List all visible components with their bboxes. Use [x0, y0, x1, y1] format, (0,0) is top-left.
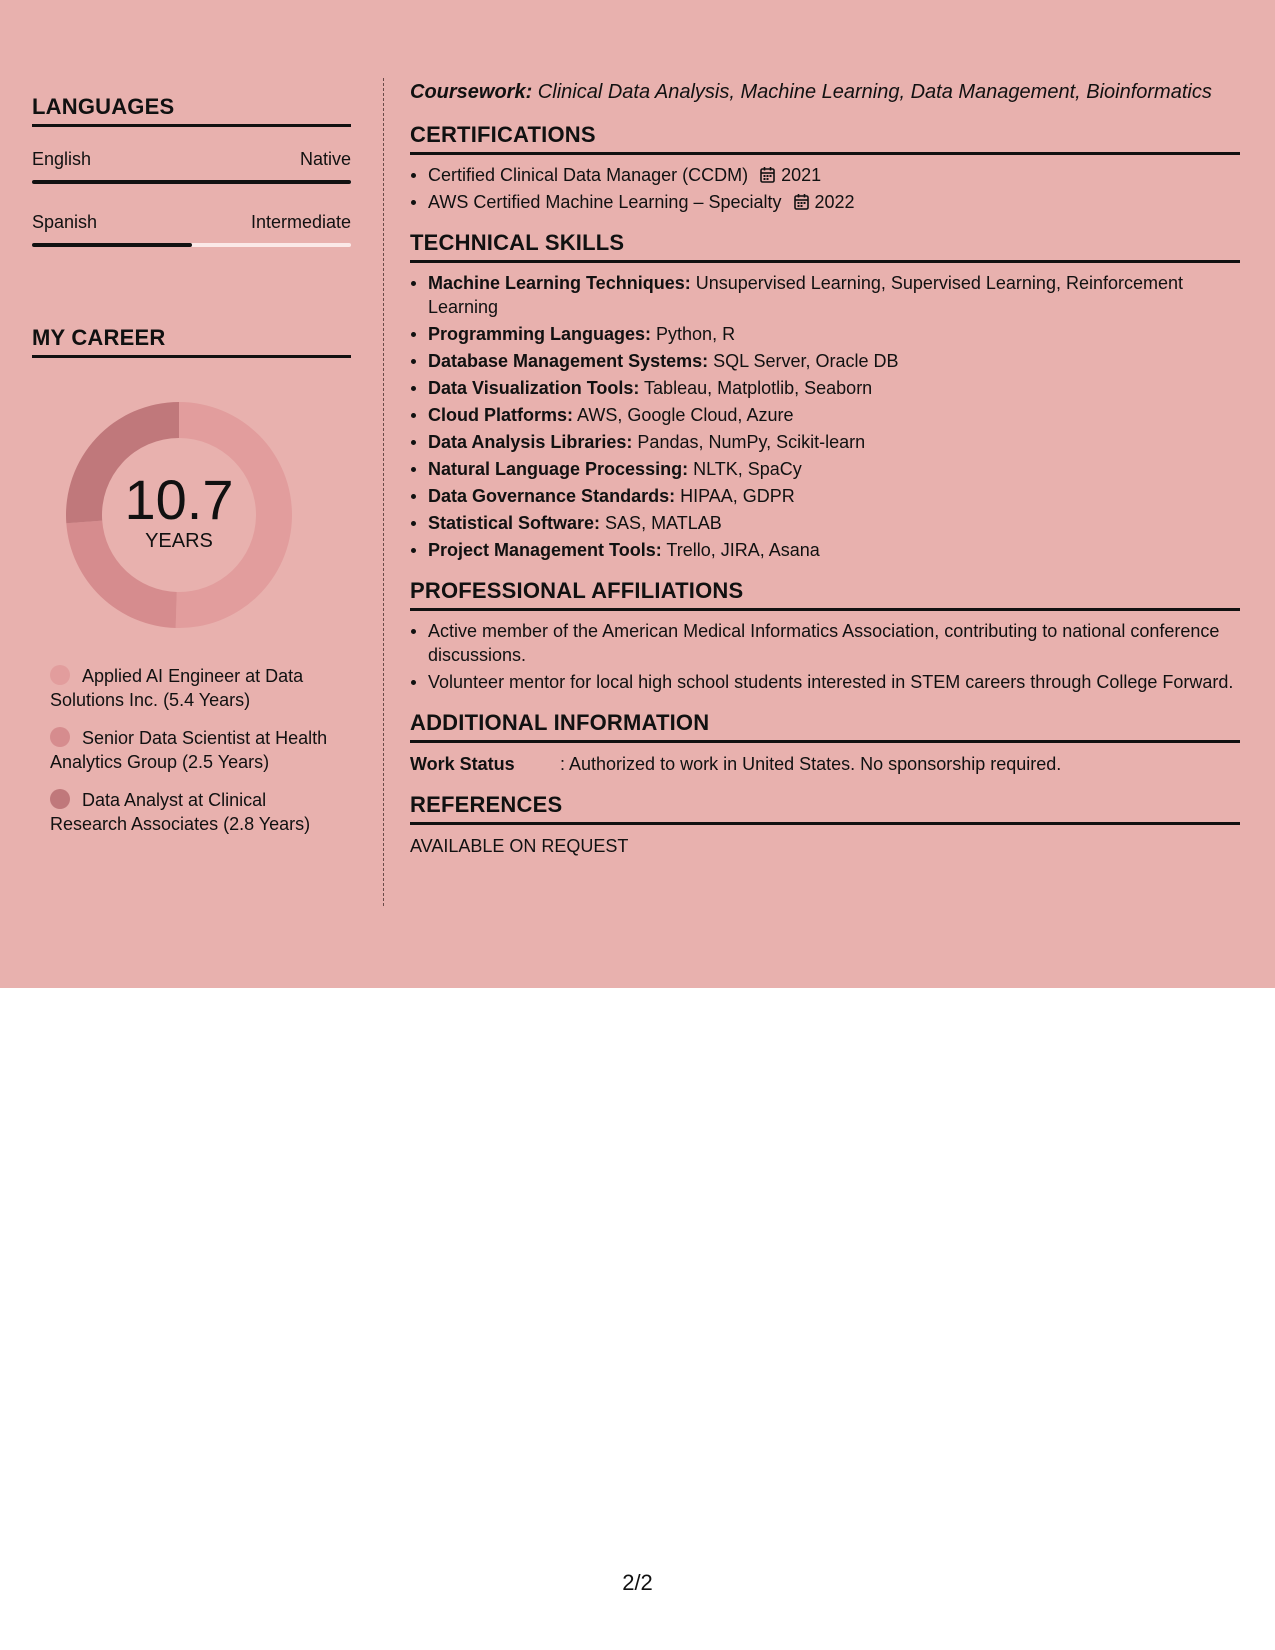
skill-value: HIPAA, GDPR [675, 486, 795, 506]
certifications-list [410, 163, 1240, 214]
skill-item [410, 457, 1240, 481]
career-donut-chart [66, 402, 292, 628]
skill-value: AWS, Google Cloud, Azure [573, 405, 794, 425]
work-status-row [410, 752, 1240, 776]
language-name: English [32, 149, 92, 169]
career-heading: MY CAREER [32, 325, 351, 358]
languages-list [32, 149, 351, 247]
career-legend-label: Data Analyst at Clinical Research Associates (2.8 Years) [50, 790, 311, 834]
affiliation-item: Volunteer mentor for local high school students interested in STEM careers through College Forward. [410, 670, 1240, 694]
legend-dot-icon [50, 665, 70, 685]
donut-center [66, 402, 292, 628]
career-total-years: 10.7 [124, 467, 234, 531]
skill-value: Python, R [651, 324, 736, 344]
skill-value: NLTK, SpaCy [688, 459, 802, 479]
calendar-icon [794, 192, 809, 209]
career-legend-item [50, 664, 340, 712]
skill-value: Pandas, NumPy, Scikit-learn [632, 432, 866, 452]
calendar-icon [760, 165, 775, 182]
skills-section [410, 230, 1240, 562]
language-proficiency-bar [32, 180, 351, 184]
certification-item [410, 163, 1240, 187]
skill-label: Database Management Systems: [428, 351, 709, 371]
right-column [410, 78, 1240, 857]
career-legend-item [50, 788, 340, 836]
career-legend-label: Applied AI Engineer at Data Solutions Inc. (5.4 Years) [50, 666, 304, 710]
work-status-value: : Authorized to work in United States. No sponsorship required. [560, 754, 1062, 774]
language-name: Spanish [32, 212, 98, 232]
skills-list [410, 271, 1240, 562]
skill-value: Unsupervised Learning, Supervised Learning, Reinforcement Learning [428, 273, 1184, 317]
legend-dot-icon [50, 727, 70, 747]
additional-section [410, 710, 1240, 776]
career-legend-item [50, 726, 340, 774]
language-proficiency-fill [32, 243, 192, 247]
affiliation-item: Active member of the American Medical Informatics Association, contributing to national conference discussions. [410, 619, 1240, 667]
affiliations-section [410, 578, 1240, 694]
skill-item [410, 322, 1240, 346]
language-proficiency-bar [32, 243, 351, 247]
skill-label: Data Governance Standards: [428, 486, 676, 506]
references-section [410, 792, 1240, 857]
skill-label: Natural Language Processing: [428, 459, 689, 479]
career-legend-label: Senior Data Scientist at Health Analytics Group (2.5 Years) [50, 728, 328, 772]
language-row [32, 149, 351, 170]
coursework [410, 78, 1240, 106]
skill-item [410, 484, 1240, 508]
skill-value: Tableau, Matplotlib, Seaborn [639, 378, 873, 398]
references-text: AVAILABLE ON REQUEST [410, 836, 629, 856]
skill-label: Machine Learning Techniques: [428, 273, 691, 293]
career-legend [50, 664, 340, 836]
skill-item [410, 376, 1240, 400]
language-row [32, 212, 351, 233]
left-column [32, 94, 351, 850]
certifications-section [410, 122, 1240, 214]
certification-name: AWS Certified Machine Learning – Specialty [428, 192, 782, 212]
skill-item [410, 403, 1240, 427]
skill-item [410, 511, 1240, 535]
language-proficiency-fill [32, 180, 351, 184]
skill-label: Statistical Software: [428, 513, 601, 533]
skill-value: SAS, MATLAB [600, 513, 722, 533]
language-level: Intermediate [250, 212, 351, 232]
skill-label: Cloud Platforms: [428, 405, 574, 425]
certification-name: Certified Clinical Data Manager (CCDM) [428, 165, 749, 185]
skill-value: SQL Server, Oracle DB [708, 351, 899, 371]
affiliations-heading: PROFESSIONAL AFFILIATIONS [410, 578, 1240, 611]
skill-value: Trello, JIRA, Asana [661, 540, 820, 560]
skill-label: Data Analysis Libraries: [428, 432, 633, 452]
certifications-heading: CERTIFICATIONS [410, 122, 1240, 155]
skill-label: Project Management Tools: [428, 540, 662, 560]
skill-item [410, 430, 1240, 454]
language-level: Native [299, 149, 351, 169]
language-item [32, 212, 351, 247]
certification-year: 2021 [781, 165, 822, 185]
certification-item [410, 190, 1240, 214]
skill-label: Data Visualization Tools: [428, 378, 640, 398]
legend-dot-icon [50, 789, 70, 809]
skill-item [410, 349, 1240, 373]
references-heading: REFERENCES [410, 792, 1240, 825]
additional-heading: ADDITIONAL INFORMATION [410, 710, 1240, 743]
coursework-label: Coursework: [410, 81, 533, 103]
career-years-unit: YEARS [145, 529, 213, 552]
skill-item [410, 271, 1240, 319]
coursework-text: Clinical Data Analysis, Machine Learning, Data Management, Bioinformatics [532, 81, 1212, 103]
work-status-label: Work Status [410, 754, 515, 774]
page-number: 2/2 [622, 1570, 653, 1595]
skills-heading: TECHNICAL SKILLS [410, 230, 1240, 263]
column-divider [383, 78, 384, 906]
affiliations-list [410, 619, 1240, 694]
skill-label: Programming Languages: [428, 324, 652, 344]
skill-item [410, 538, 1240, 562]
language-item [32, 149, 351, 184]
certification-year: 2022 [814, 192, 855, 212]
languages-heading: LANGUAGES [32, 94, 351, 127]
